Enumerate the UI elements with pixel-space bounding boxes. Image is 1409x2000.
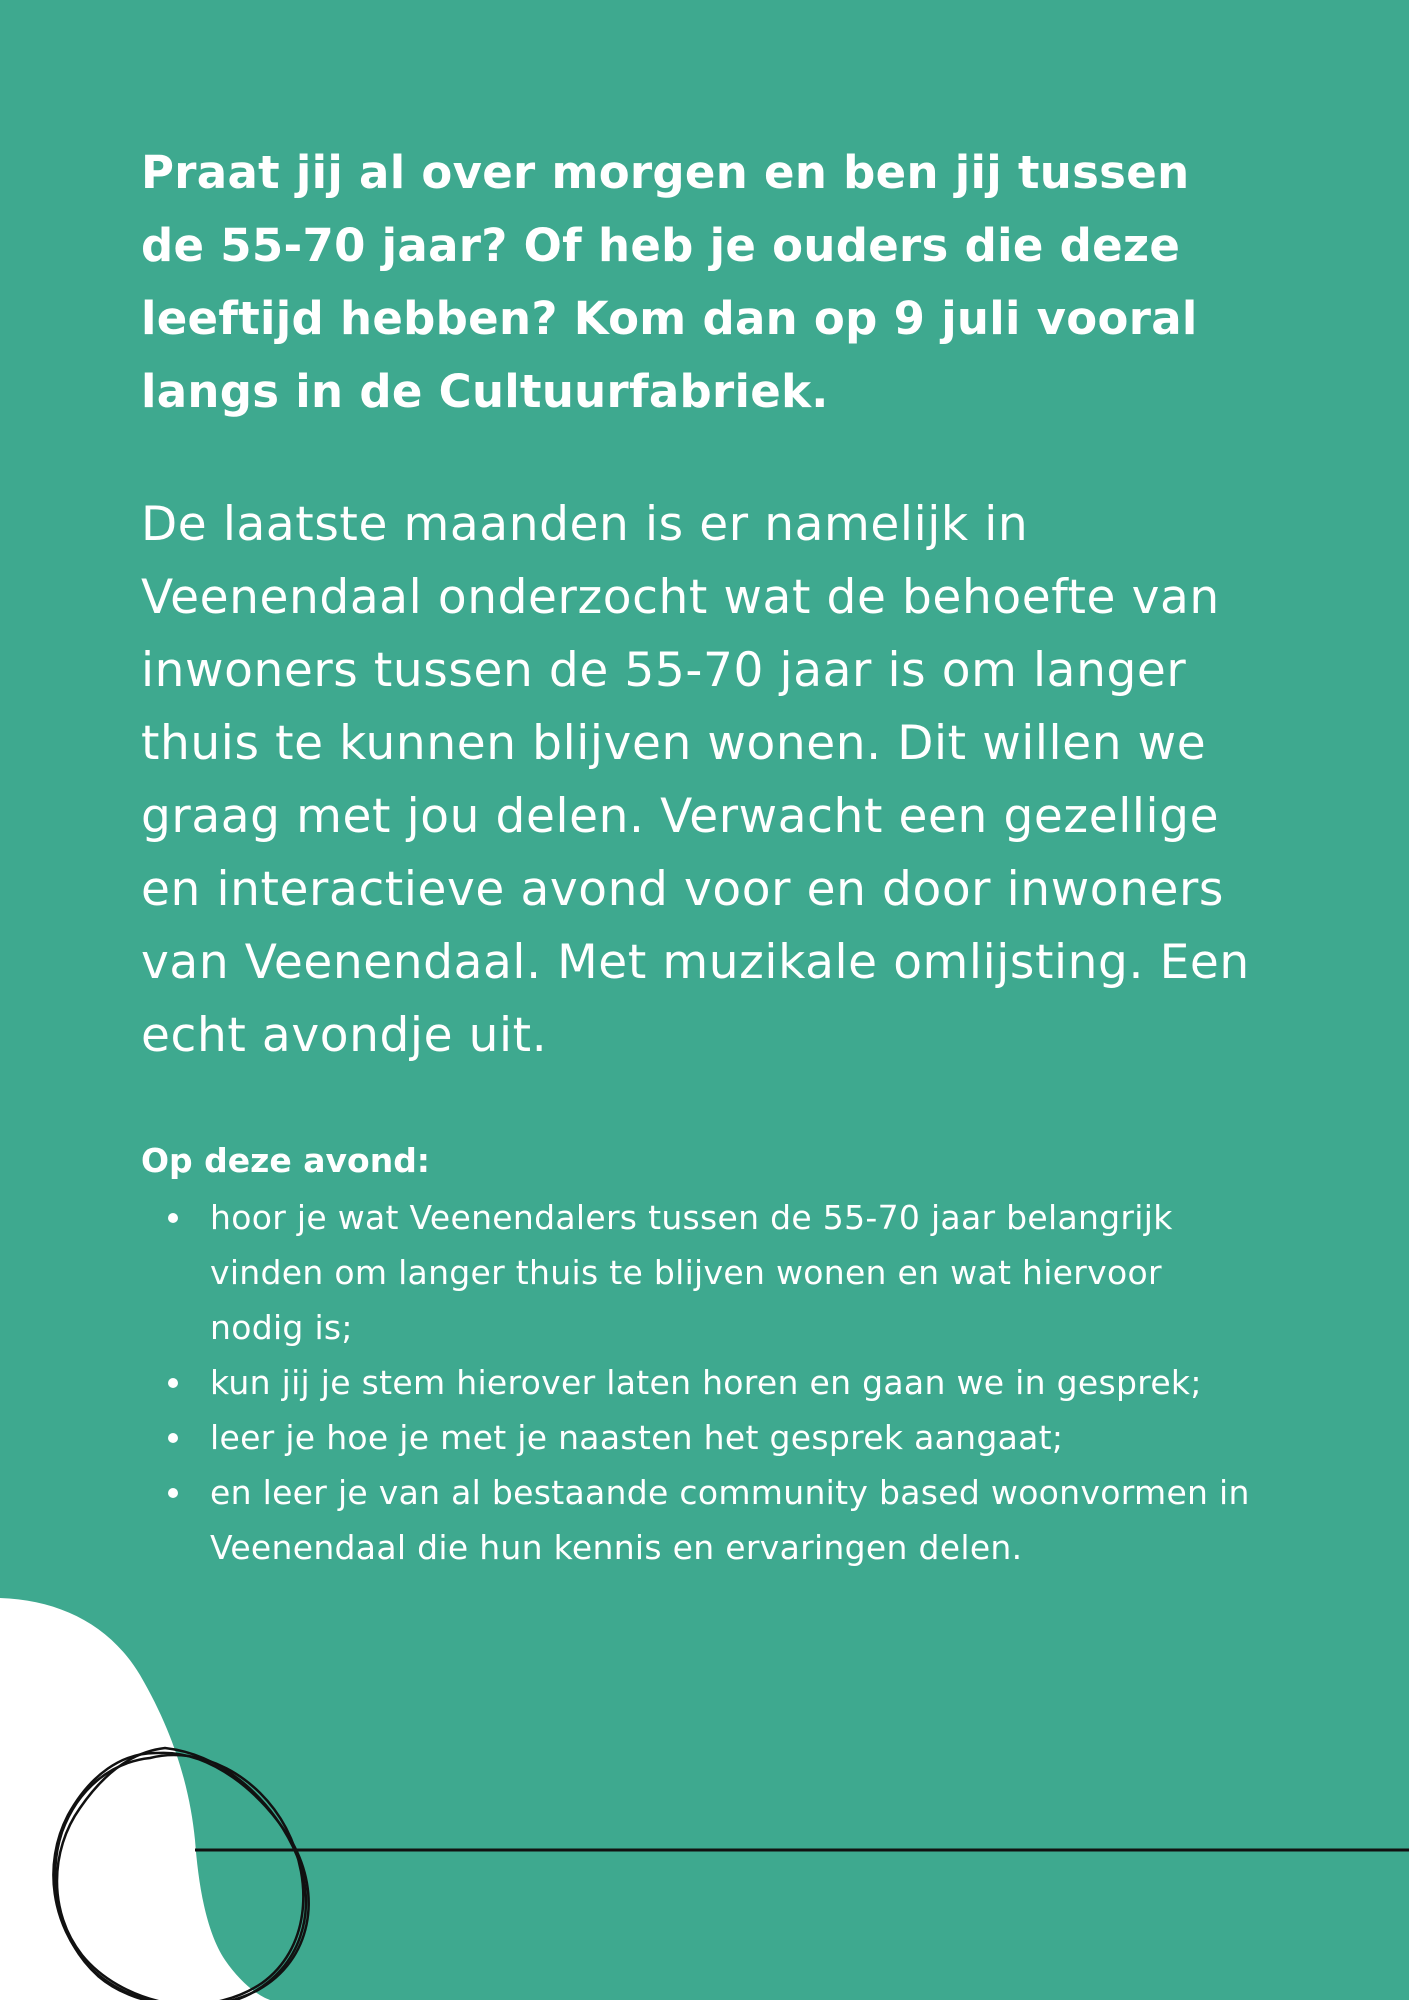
list-item-text: en leer je van al bestaande community based woonvormen in Veenendaal die hun kennis en ervaringen delen. <box>210 1473 1250 1567</box>
list-item <box>141 1190 1261 1355</box>
intro-paragraph: Praat jij al over morgen en ben jij tussen de 55-70 jaar? Of heb je ouders die deze leeftijd hebben? Kom dan op 9 juli vooral langs in de Cultuurfabriek. <box>141 146 1198 418</box>
list-item <box>141 1355 1261 1410</box>
list-item <box>141 1410 1261 1465</box>
bullet-list <box>141 1190 1261 1575</box>
content-area <box>141 136 1261 1575</box>
bullet-icon <box>168 1488 178 1498</box>
list-item-text: leer je hoe je met je naasten het gesprek aangaat; <box>210 1418 1064 1457</box>
list-heading: Op deze avond: <box>141 1141 431 1180</box>
bullet-icon <box>168 1378 178 1388</box>
bullet-icon <box>168 1433 178 1443</box>
list-item-text: kun jij je stem hierover laten horen en gaan we in gesprek; <box>210 1363 1202 1402</box>
list-item <box>141 1465 1261 1575</box>
list-item-text: hoor je wat Veenendalers tussen de 55-70 jaar belangrijk vinden om langer thuis te blijven wonen en wat hiervoor nodig is; <box>210 1198 1173 1347</box>
bullet-icon <box>168 1213 178 1223</box>
white-blob-shape <box>0 1598 270 2000</box>
body-paragraph: De laatste maanden is er namelijk in Veenendaal onderzocht wat de behoefte van inwoners tussen de 55-70 jaar is om langer thuis te kunnen blijven wonen. Dit willen we graag met jou delen. Verwacht een gezellige en interactieve avond voor en door inwoners van Veenendaal. Met muzikale omlijsting. Een echt avondje uit. <box>141 497 1250 1063</box>
